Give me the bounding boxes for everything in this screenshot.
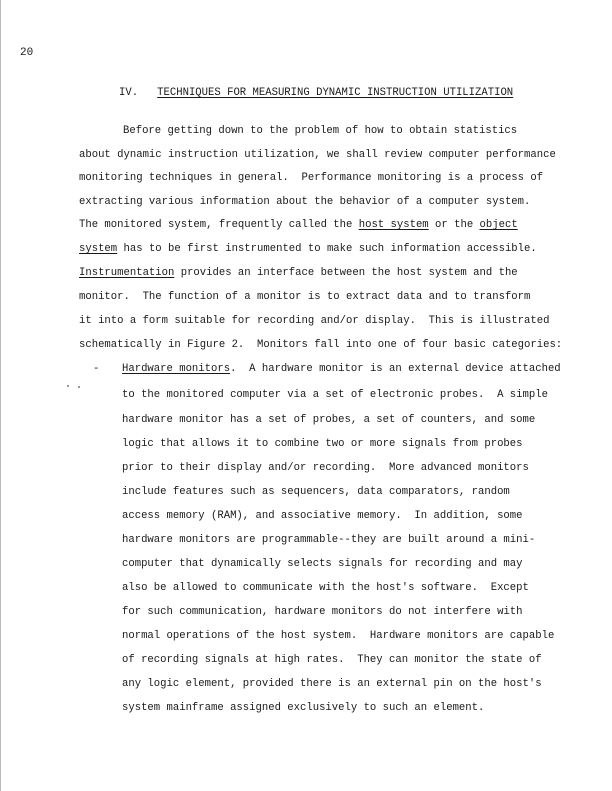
term-instrumentation: Instrumentation: [79, 267, 175, 279]
section-heading: [119, 87, 513, 99]
list-item-line: system mainframe assigned exclusively to such an element.: [122, 702, 485, 714]
paragraph-line: about dynamic instruction utilization, we shall review computer performance: [79, 149, 556, 161]
list-item-line: logic that allows it to combine two or more signals from probes: [122, 438, 523, 450]
list-item-line: any logic element, provided there is an external pin on the host's: [122, 678, 542, 690]
list-item-line: of recording signals at high rates. They can monitor the state of: [122, 654, 542, 666]
list-item-first-line: [122, 363, 561, 375]
term-hardware-monitors: Hardware monitors: [122, 363, 231, 375]
paragraph-line: [79, 267, 518, 279]
section-numeral: IV.: [119, 87, 139, 99]
term-host-system: host system: [358, 219, 429, 231]
text-span: . A hardware monitor is an external device attached: [230, 363, 561, 375]
list-bullet: -: [93, 363, 100, 375]
page-number: 20: [20, 47, 34, 59]
paragraph-line: Before getting down to the problem of how to obtain statistics: [123, 125, 518, 137]
scan-speck: [78, 386, 80, 388]
page-edge-rule: [0, 0, 1, 791]
list-item-line: include features such as sequencers, data comparators, random: [122, 486, 510, 498]
text-span: or the: [428, 219, 480, 231]
list-item-line: hardware monitor has a set of probes, a set of counters, and some: [122, 414, 536, 426]
term-system: system: [79, 243, 118, 255]
list-item-line: normal operations of the host system. Hardware monitors are capable: [122, 630, 555, 642]
list-item-line: access memory (RAM), and associative memory. In addition, some: [122, 510, 523, 522]
paragraph-line: schematically in Figure 2. Monitors fall into one of four basic categories:: [79, 339, 563, 351]
paragraph-line: [79, 243, 537, 255]
term-object: object: [479, 219, 518, 231]
paragraph-line: monitor. The function of a monitor is to extract data and to transform: [79, 291, 531, 303]
text-span: has to be first instrumented to make such information accessible.: [117, 243, 537, 255]
list-item-line: for such communication, hardware monitors do not interfere with: [122, 606, 523, 618]
paragraph-line: monitoring techniques in general. Performance monitoring is a process of: [79, 172, 544, 184]
section-title: TECHNIQUES FOR MEASURING DYNAMIC INSTRUCTION UTILIZATION: [157, 87, 514, 99]
list-item-line: computer that dynamically selects signals for recording and may: [122, 558, 523, 570]
paragraph-line: it into a form suitable for recording and/or display. This is illustrated: [79, 315, 550, 327]
text-span: provides an interface between the host system and the: [174, 267, 518, 279]
list-item-line: prior to their display and/or recording. More advanced monitors: [122, 462, 529, 474]
paragraph-line: [79, 219, 518, 231]
list-item-line: hardware monitors are programmable--they are built around a mini-: [122, 534, 536, 546]
list-item-line: to the monitored computer via a set of electronic probes. A simple: [122, 389, 548, 401]
paragraph-line: extracting various information about the behavior of a computer system.: [79, 196, 531, 208]
text-span: The monitored system, frequently called the: [79, 219, 359, 231]
scan-speck: [67, 385, 69, 387]
list-item-line: also be allowed to communicate with the host's software. Except: [122, 582, 529, 594]
